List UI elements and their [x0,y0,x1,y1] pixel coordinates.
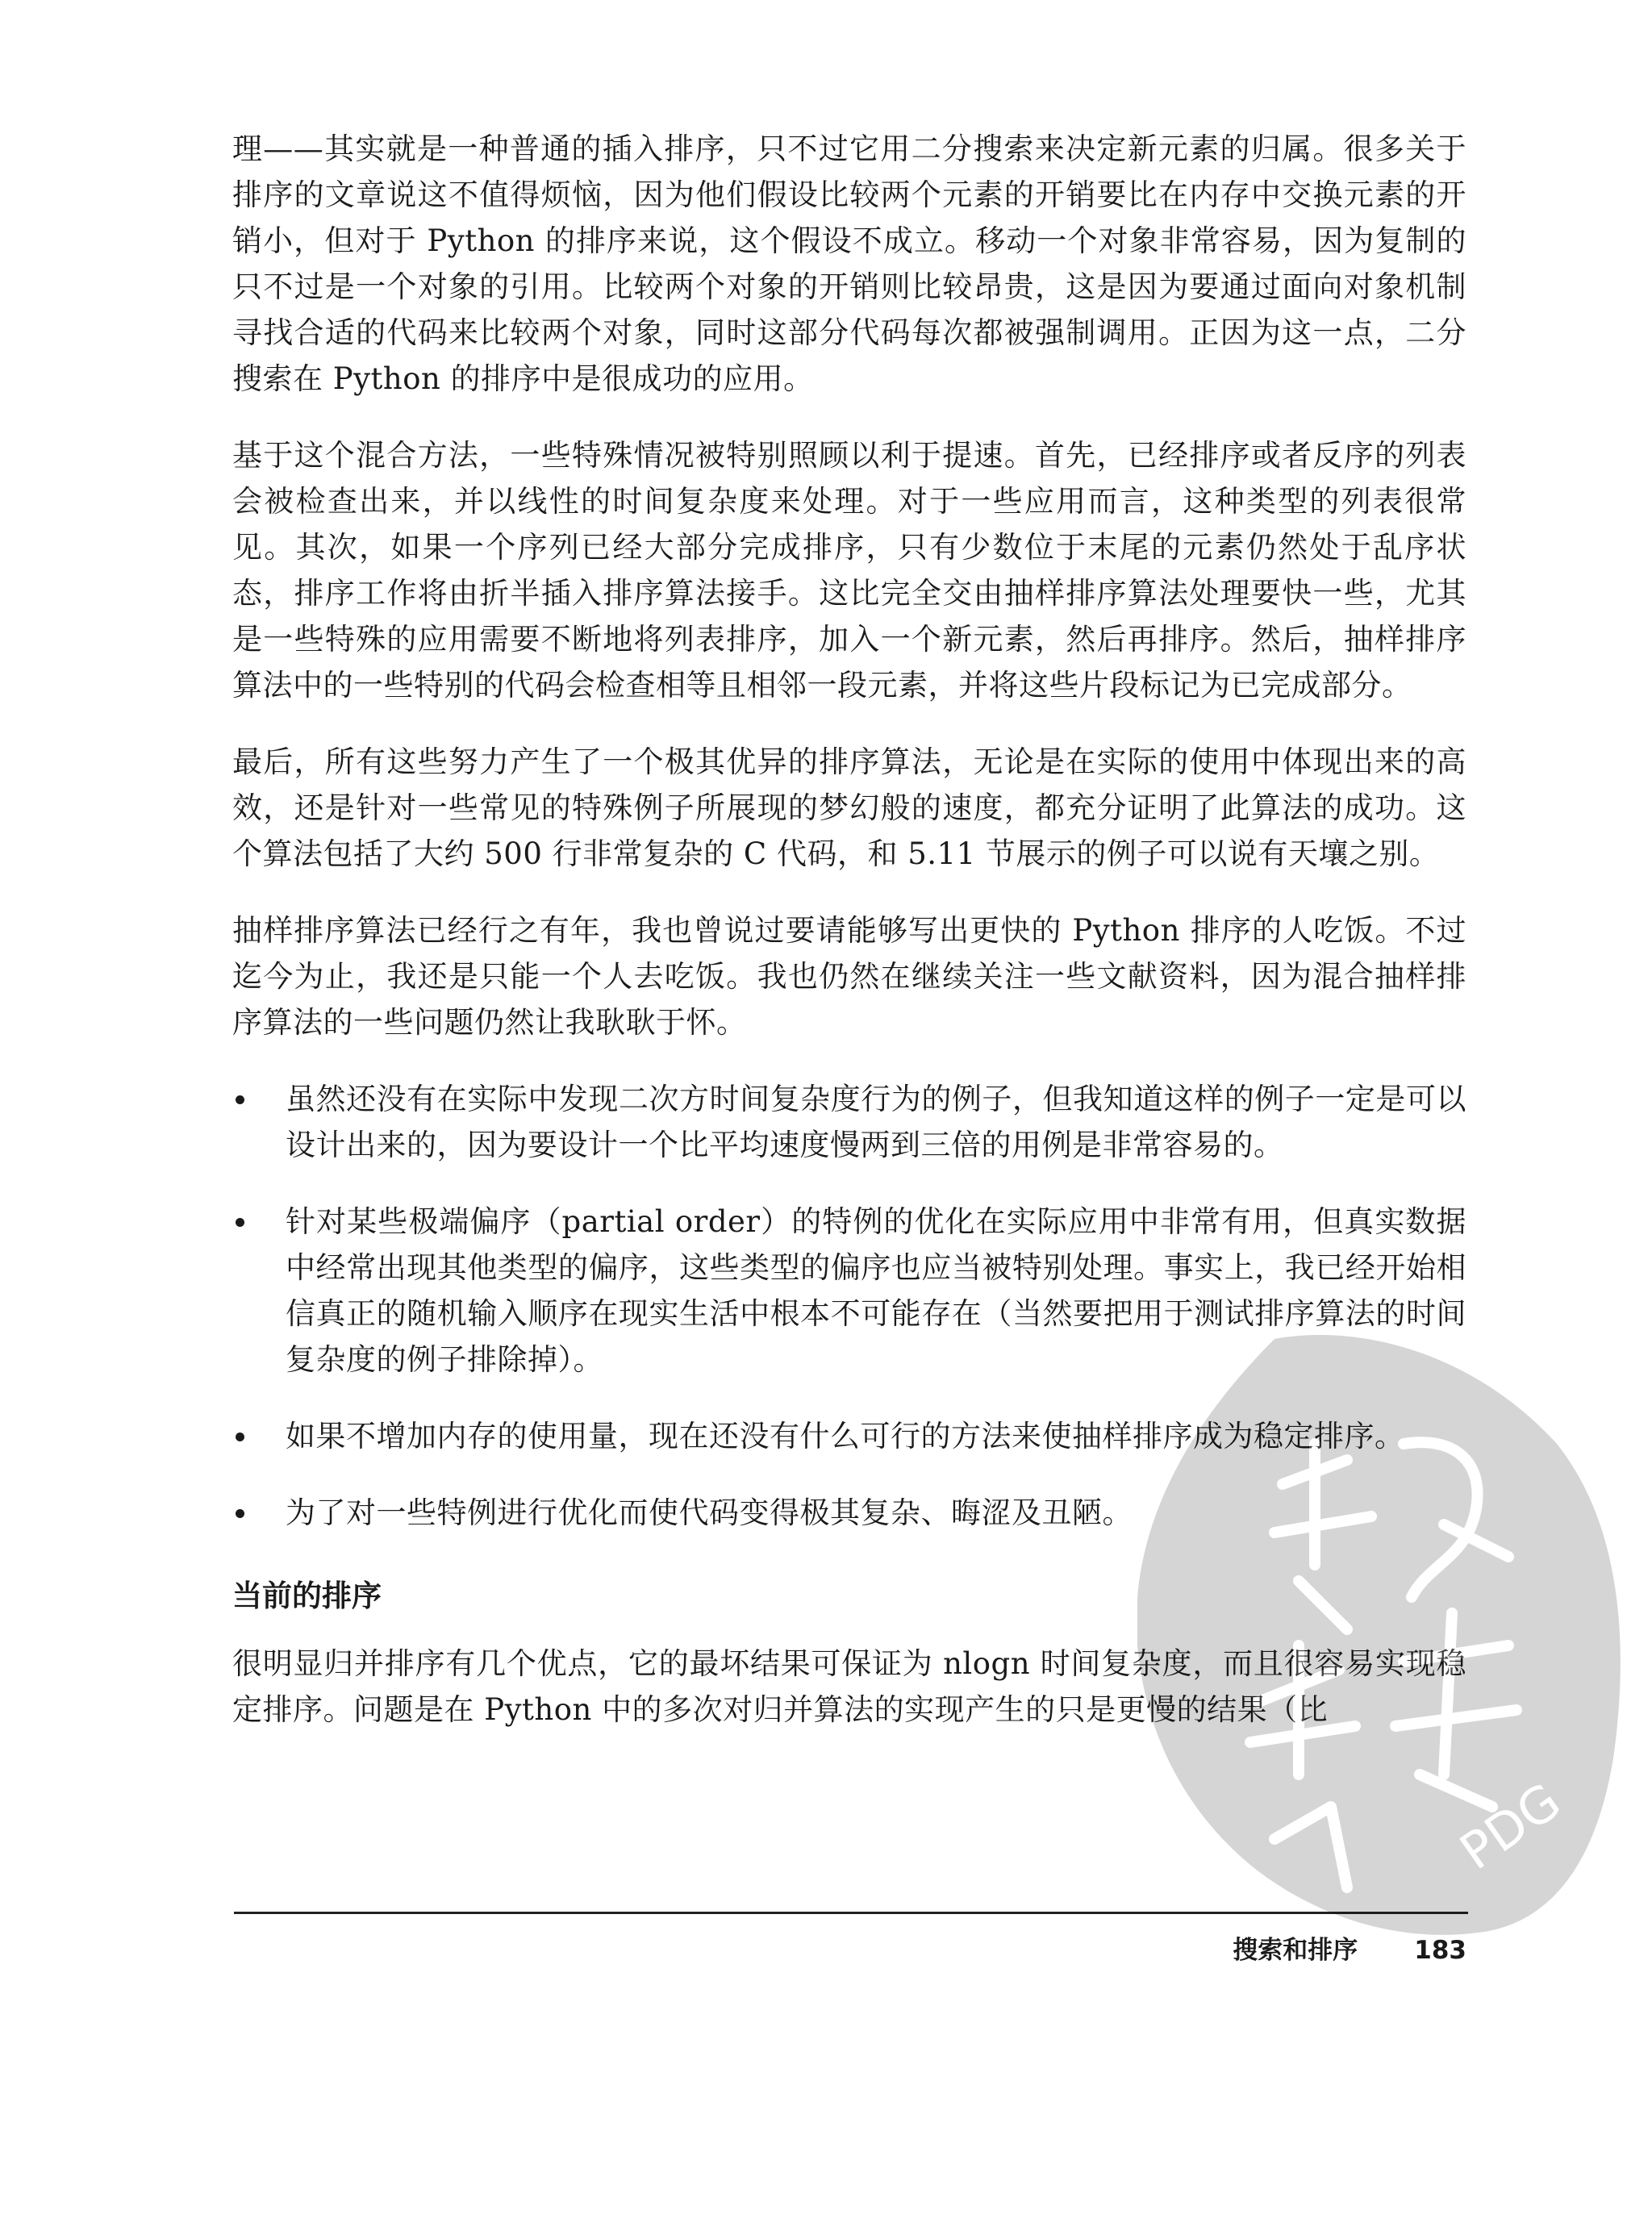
list-item-text: 如果不增加内存的使用量，现在还没有什么可行的方法来使抽样排序成为稳定排序。 [286,1419,1405,1454]
list-item-text: 虽然还没有在实际中发现二次方时间复杂度行为的例子，但我知道这样的例子一定是可以设计出来的，因为要设计一个比平均速度慢两到三倍的用例是非常容易的。 [286,1082,1466,1162]
stamp-text: PDG [1449,1771,1571,1882]
section-heading: 当前的排序 [232,1579,382,1613]
pdg-watermark-stamp [1137,1323,1629,1936]
list-item-text: 针对某些极端偏序（partial order）的特例的优化在实际应用中非常有用，但真实数据中经常出现其他类型的偏序，这些类型的偏序也应当被特别处理。事实上，我已经开始相信真正的随机输入顺序在现实生活中根本不可能存在（当然要把用于测试排序算法的时间复杂度的例子排除掉）。 [286,1204,1466,1377]
section-paragraph: 很明显归并排序有几个优点，它的最坏结果可保证为 nlogn 时间复杂度，而且很容易实现稳定排序。问题是在 Python 中的多次对归并算法的实现产生的只是更慢的结果（比 [232,1646,1466,1727]
page-footer [1233,1934,1466,1966]
list-item-text: 为了对一些特例进行优化而使代码变得极其复杂、晦涩及丑陋。 [286,1495,1133,1530]
body-paragraph-4: 抽样排序算法已经行之有年，我也曾说过要请能够写出更快的 Python 排序的人吃饭。不过迄今为止，我还是只能一个人去吃饭。我也仍然在继续关注一些文献资料，因为混合抽样排序算法的一些问题仍然让我耿耿于怀。 [232,913,1466,1040]
body-paragraph-3: 最后，所有这些努力产生了一个极其优异的排序算法，无论是在实际的使用中体现出来的高效，还是针对一些常见的特殊例子所展现的梦幻般的速度，都充分证明了此算法的成功。这个算法包括了大约 500 行非常复杂的 C 代码，和 5.11 节展示的例子可以说有天壤之别。 [232,744,1466,871]
body-paragraph-2: 基于这个混合方法，一些特殊情况被特别照顾以利于提速。首先，已经排序或者反序的列表会被检查出来，并以线性的时间复杂度来处理。对于一些应用而言，这种类型的列表很常见。其次，如果一个序列已经大部分完成排序，只有少数位于末尾的元素仍然处于乱序状态，排序工作将由折半插入排序算法接手。这比完全交由抽样排序算法处理要快一些，尤其是一些特殊的应用需要不断地将列表排序，加入一个新元素，然后再排序。然后，抽样排序算法中的一些特别的代码会检查相等且相邻一段元素，并将这些片段标记为已完成部分。 [232,438,1466,703]
chapter-title: 搜索和排序 [1233,1936,1358,1965]
page-number: 183 [1414,1936,1466,1965]
list-item [232,1076,1466,1168]
bullet-icon [236,1218,244,1227]
body-paragraph-1: 理——其实就是一种普通的插入排序，只不过它用二分搜索来决定新元素的归属。很多关于排序的文章说这不值得烦恼，因为他们假设比较两个元素的开销要比在内存中交换元素的开销小，但对于 Python 的排序来说，这个假设不成立。移动一个对象非常容易，因为复制的只不过是一个对象的引用。比较两个对象的开销则比较昂贵，这是因为要通过面向对象机制寻找合适的代码来比较两个对象，同时这部分代码每次都被强制调用。正因为这一点，二分搜索在 Python 的排序中是很成功的应用。 [232,131,1466,396]
stamp-shape [1137,1335,1621,1935]
bullet-icon [236,1095,244,1104]
bullet-icon [236,1433,244,1441]
bullet-icon [236,1509,244,1518]
